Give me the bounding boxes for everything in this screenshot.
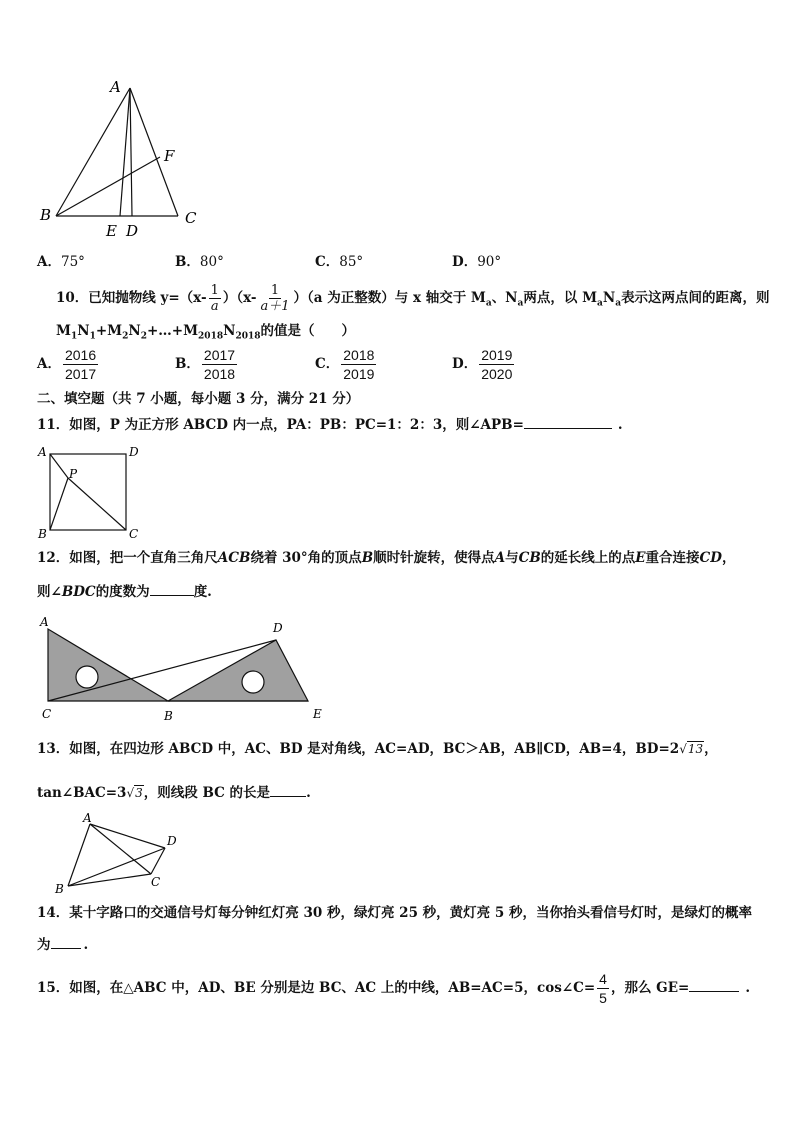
q13-line-1: 13．如图，在四边形 ABCD 中，AC、BD 是对角线，AC=AD，BC＞AB，AB∥CD，AB=4，BD=2√13， <box>37 741 718 757</box>
q10-line-2: $M_1N_1+M_2N_2+\dots+M_{2018}N_{2018}$的值是（ ） <box>56 323 356 342</box>
fig11-segment-pb <box>50 478 68 530</box>
q9-option-c: C．85° <box>315 254 364 270</box>
q10-option-b: B． $\frac{2017}{2018}$ <box>175 347 236 382</box>
q9-option-b: B．80° <box>175 254 224 270</box>
q11-figure <box>34 442 146 540</box>
q14-answer-blank[interactable] <box>51 934 81 949</box>
fig9-segment-ae <box>120 88 130 216</box>
fig12-label-a: A <box>40 615 49 629</box>
fig11-square <box>50 454 126 530</box>
fig9-label-d: D <box>126 222 139 240</box>
fig9-label-f: F <box>164 147 175 165</box>
fig13-edge-da <box>90 824 165 848</box>
q15-fraction: $\frac{4}{5}$ <box>599 971 607 1006</box>
fig11-segment-pa <box>50 454 68 478</box>
q10-fraction-2: $\frac{1}{a+1}$ <box>260 283 290 314</box>
fig9-label-a: A <box>110 78 121 96</box>
fig13-edge-bc <box>68 874 151 886</box>
q10-fraction-1: $\frac{1}{a}$ <box>210 283 219 314</box>
q11-text: 11．如图，P 为正方形 ABCD 内一点，PA：PB：PC=1：2：3，则∠APB= . <box>37 414 623 435</box>
fig11-label-c: C <box>129 527 139 540</box>
q10-option-c: C． $\frac{2018}{2019}$ <box>315 347 375 382</box>
q11-answer-blank[interactable] <box>524 414 612 429</box>
fig11-label-d: D <box>129 445 139 459</box>
q10-option-a: A． $\frac{2016}{2017}$ <box>37 347 97 382</box>
q12-figure <box>34 612 334 726</box>
fig11-label-a: A <box>38 445 47 459</box>
q9-option-d: D．90° <box>452 254 502 270</box>
q9-option-a: A．75° <box>37 254 85 270</box>
q9-figure <box>36 76 206 244</box>
q10-line-1: 10．已知抛物线 y=（x- $\frac{1}{a}$ ）（x- $\frac{1}{a+1}$ ）（a 为正整数）与 x 轴交于 $M_a$、$N_a$两点，以 $M_aN_a$表示这两点间的距离，则 <box>56 283 770 314</box>
q15-text: 15．如图，在△ABC 中，AD、BE 分别是边 BC、AC 上的中线，AB=AC=5，cos∠C= $\frac{4}{5}$ ，那么 GE= . <box>37 971 751 1006</box>
fig9-edge-ab <box>56 88 130 216</box>
q13-sqrt-3: √3 <box>126 786 143 800</box>
fig12-label-e: E <box>313 707 322 721</box>
fig9-label-e: E <box>106 222 117 240</box>
fig13-diagonal-ac <box>90 824 151 874</box>
q15-answer-blank[interactable] <box>689 977 739 992</box>
fig11-label-p: P <box>69 467 78 481</box>
q14-line-2: 为 . <box>37 934 88 955</box>
q13-sqrt-13: √13 <box>679 742 704 756</box>
fig9-label-c: C <box>185 209 197 227</box>
fig13-label-a: A <box>83 811 92 825</box>
fig13-label-d: D <box>167 834 177 848</box>
fig12-label-d: D <box>273 621 283 635</box>
fig11-segment-pc <box>68 478 126 530</box>
section-heading-fill-in: 二、填空题（共 7 小题，每小题 3 分，满分 21 分） <box>37 391 360 407</box>
fig12-label-b: B <box>164 709 173 723</box>
fig13-edge-cd <box>151 848 165 874</box>
q12-answer-blank[interactable] <box>150 581 194 596</box>
fig12-triangle-acb <box>48 629 168 701</box>
fig9-segment-bf <box>56 157 160 216</box>
q10-option-d: D． $\frac{2019}{2020}$ <box>452 347 513 382</box>
fig11-label-b: B <box>38 527 47 540</box>
fig13-label-c: C <box>151 875 161 889</box>
fig12-hole-1 <box>76 666 98 688</box>
q12-line-2: 则∠BDC的度数为 度. <box>37 581 212 602</box>
q13-figure <box>50 808 185 898</box>
q13-answer-blank[interactable] <box>270 782 306 797</box>
fig13-edge-ab <box>68 824 90 886</box>
fig12-label-c: C <box>42 707 52 721</box>
q12-line-1: 12．如图，把一个直角三角尺ACB绕着 30°角的顶点B顺时针旋转，使得点A与CB的延长线上的点E重合连接CD， <box>37 550 736 566</box>
fig12-triangle-ebd <box>168 640 308 701</box>
fig13-label-b: B <box>55 882 64 896</box>
q13-line-2: tan∠BAC=3√3，则线段 BC 的长是 . <box>37 782 311 803</box>
fig12-hole-2 <box>242 671 264 693</box>
fig9-segment-ad <box>130 88 132 216</box>
fig9-label-b: B <box>40 206 52 224</box>
q14-line-1: 14．某十字路口的交通信号灯每分钟红灯亮 30 秒，绿灯亮 25 秒，黄灯亮 5 秒，当你抬头看信号灯时，是绿灯的概率 <box>37 905 752 921</box>
